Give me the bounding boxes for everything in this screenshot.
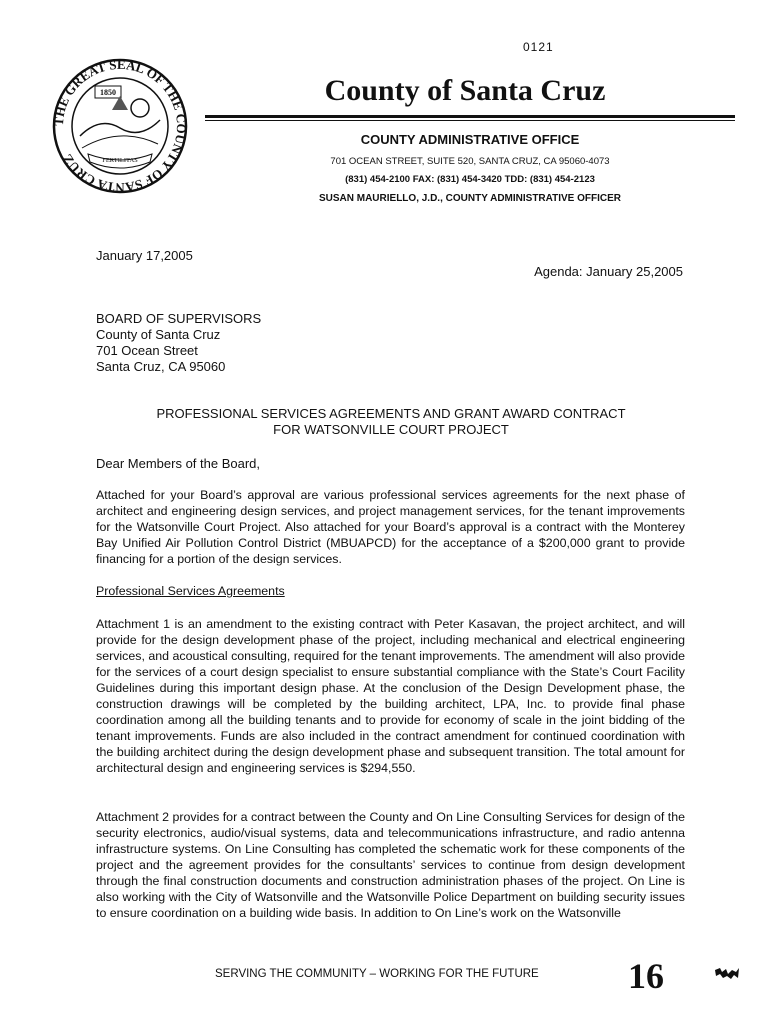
addressee-line: 701 Ocean Street: [96, 343, 198, 358]
subject-line: PROFESSIONAL SERVICES AGREEMENTS AND GRANT AWARD CONTRACT: [156, 406, 626, 421]
officer-name: SUSAN MAURIELLO, J.D., COUNTY ADMINISTRATIVE OFFICER: [318, 193, 622, 204]
office-name: COUNTY ADMINISTRATIVE OFFICE: [360, 132, 580, 147]
scan-mark-icon: [714, 966, 740, 980]
body-paragraph-attachment-2: Attachment 2 provides for a contract between the County and On Line Consulting Services for design of the security electronics, audio/visual systems, data and telecommunications infrastructure, and radio antenna infrastructure systems. On Line Consulting has completed the schematic work for these components of the project and the agreement provides for the consultants’ services to continue from design development through the final construction documents and construction administration phases of the project. On Line is also working with the City of Watsonville and the Watsonville Police Department on building security issues to ensure coordination on a building wide basis. In addition to On Line’s work on the Watsonville: [96, 810, 685, 920]
header-rule-thin: [205, 120, 735, 121]
agenda-date: Agenda: January 25,2005: [534, 264, 683, 279]
section-heading: Professional Services Agreements: [96, 584, 285, 598]
addressee-block: [96, 311, 261, 375]
body-paragraph-attachment-1: Attachment 1 is an amendment to the existing contract with Peter Kasavan, the project architect, and will provide for the design development phase of the project, including mechanical and electrical engineering services, and acoustical consulting, required for the tenant improvements. The amendment will also provide for the services of a court design specialist to ensure substantial compliance with the State’s Court Facility Guidelines during this important design phase. At the conclusion of the Design Development phase, the construction drawings will be completed by the building architect, LPA, Inc. to provide final phase coordination among all the building tenants and to provide for economy of scale in the joint bidding of the tenant improvements. Funds are also included in the contract amendment for continued coordination with the building architect during the design development phase and subsequent transition. The total amount for architectural design and engineering services is $294,550.: [96, 617, 685, 775]
office-phone: (831) 454-2100 FAX: (831) 454-3420 TDD: (831) 454-2123: [345, 174, 595, 185]
footer-motto: SERVING THE COMMUNITY – WORKING FOR THE FUTURE: [215, 968, 539, 980]
subject-heading: [96, 406, 686, 438]
document-number: 0121: [523, 40, 554, 54]
letter-date: January 17,2005: [96, 248, 193, 263]
office-address: 701 OCEAN STREET, SUITE 520, SANTA CRUZ, CA 95060-4073: [330, 156, 610, 167]
seal-year: 1850: [100, 88, 116, 97]
seal-outer-text: THE GREAT SEAL OF THE COUNTY OF SANTA CRUZ: [50, 56, 190, 196]
addressee-line: County of Santa Cruz: [96, 327, 221, 342]
seal-ribbon-text: FERTILITAS: [102, 157, 138, 164]
salutation: Dear Members of the Board,: [96, 456, 261, 471]
page-number: 16: [628, 956, 664, 996]
body-paragraph-intro: Attached for your Board’s approval are various professional services agreements for the next phase of architect and engineering design services, and project management services, for the tenant improvements for the Watsonville Court Project. Also attached for your Board’s approval is a contract with the Monterey Bay Unified Air Pollution Control District (MBUAPCD) for the acceptance of a $200,000 grant to provide financing for a portion of the design services.: [96, 488, 685, 566]
county-seal: [50, 56, 190, 196]
addressee-line: BOARD OF SUPERVISORS: [96, 311, 262, 326]
addressee-line: Santa Cruz, CA 95060: [96, 359, 226, 374]
subject-line: FOR WATSONVILLE COURT PROJECT: [273, 422, 509, 437]
header-rule-thick: [205, 115, 735, 118]
county-title: County of Santa Cruz: [324, 74, 606, 107]
